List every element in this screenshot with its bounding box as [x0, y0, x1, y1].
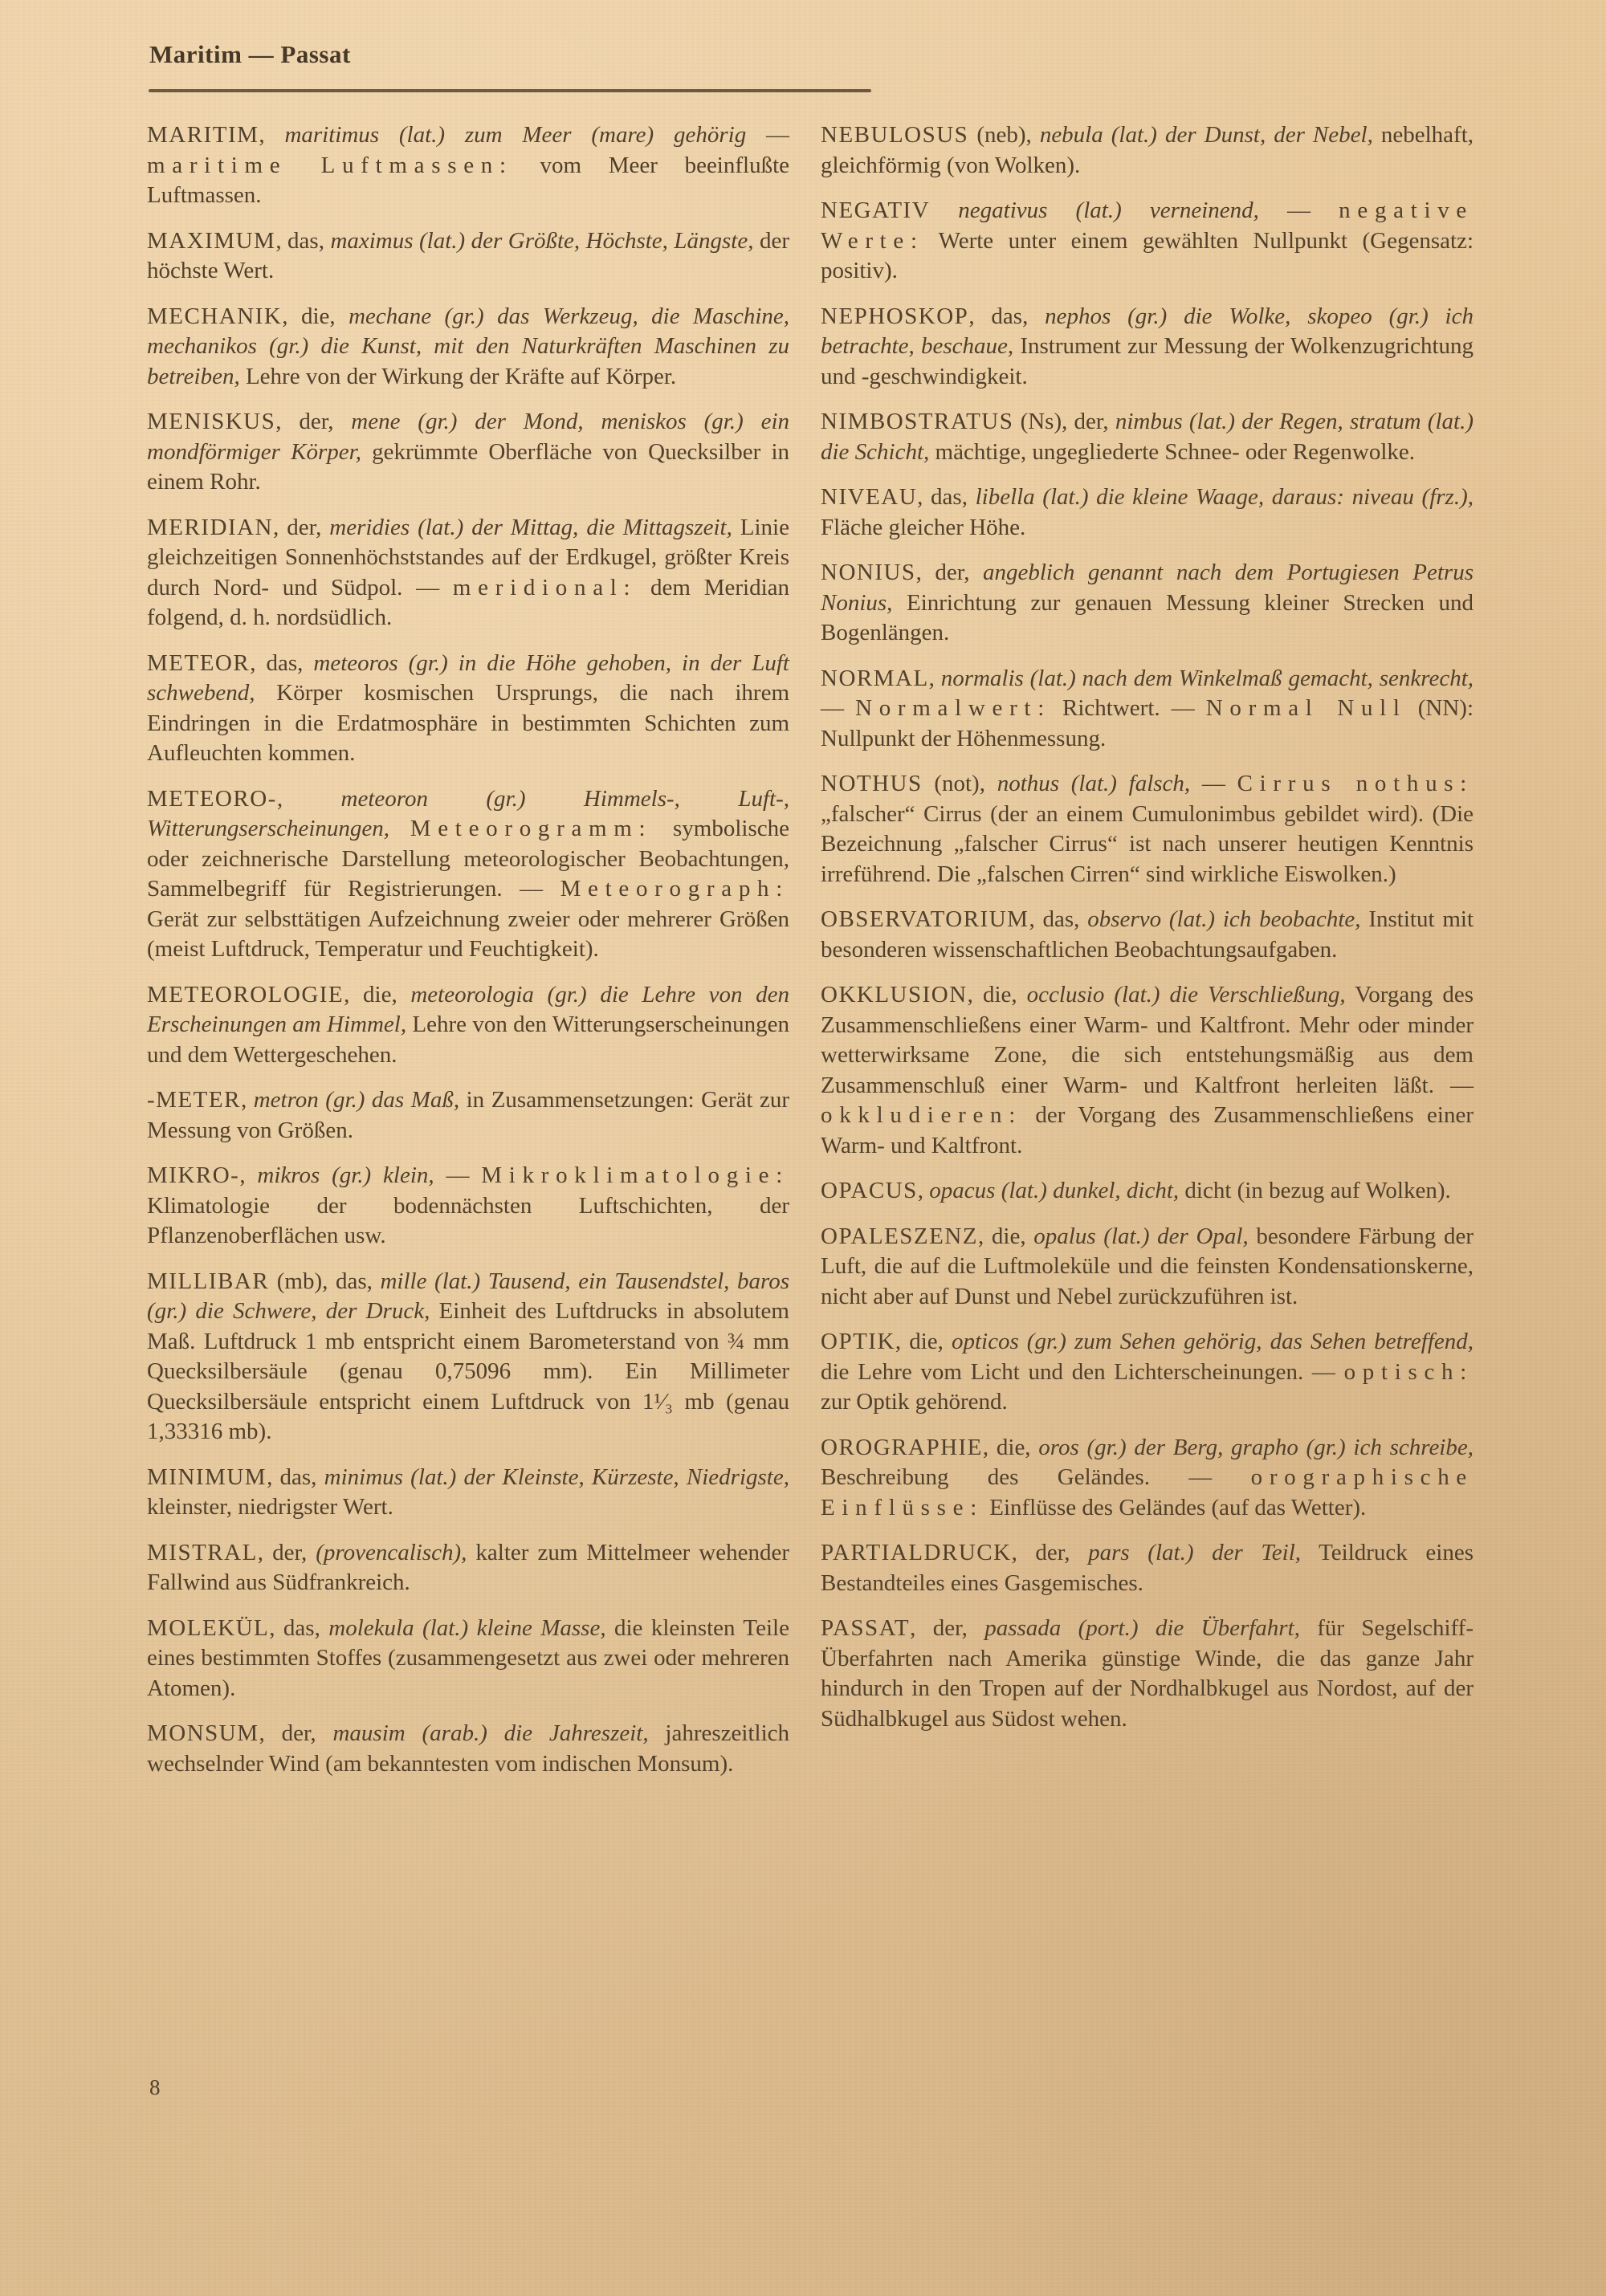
- dictionary-entry: [821, 1433, 1474, 1524]
- entry-etymology: opacus (lat.) dunkel, dicht,: [929, 1178, 1180, 1203]
- entry-spaced-term: maritime Luftmassen:: [147, 152, 513, 178]
- entry-spaced-term: okkludieren:: [821, 1102, 1022, 1128]
- dictionary-entry: [147, 784, 789, 965]
- entry-headword: MARITIM: [147, 122, 259, 148]
- entry-etymology: pars (lat.) der Teil,: [1088, 1540, 1302, 1565]
- entry-text: (Ns), der,: [1013, 409, 1115, 434]
- entry-text: , das,: [917, 484, 976, 510]
- entry-text: , die,: [982, 1434, 1039, 1460]
- entry-etymology: nothus (lat.) falsch,: [997, 771, 1191, 796]
- entry-headword: NEBULOSUS: [821, 122, 969, 148]
- entry-etymology: libella (lat.) die kleine Waage, daraus: niveau (frz.),: [975, 484, 1474, 510]
- running-header: Maritim — Passat: [149, 40, 351, 68]
- entry-etymology: negativus (lat.) verneinend,: [958, 197, 1259, 223]
- dictionary-entry: [147, 1538, 789, 1598]
- entry-headword: METEOR: [147, 649, 251, 676]
- entry-text: Institut mit besonderen wissenschaftlichen Beobachtungsaufgaben.: [821, 906, 1474, 963]
- entry-headword: MERIDIAN: [147, 514, 273, 540]
- column-left: [147, 120, 789, 1794]
- entry-etymology: metron (gr.) das Maß,: [253, 1087, 460, 1113]
- entry-spaced-term: Normalwert:: [855, 695, 1051, 721]
- entry-text: , die,: [895, 1329, 952, 1354]
- entry-text: der Vorgang des Zusammenschließens einer Warm- und Kaltfront.: [821, 1102, 1474, 1158]
- entry-text: , der,: [915, 560, 983, 585]
- dictionary-entry: [821, 1222, 1474, 1313]
- dictionary-entry: [147, 120, 789, 211]
- entry-text: —: [821, 695, 856, 721]
- entry-text: Körper kosmischen Ursprungs, die nach ihrem Eindringen in die Erdatmosphäre in bestimmten Schichten zum Aufleuchten kommen.: [147, 680, 789, 766]
- entry-text: —: [1190, 771, 1237, 796]
- entry-spaced-term: negative Werte:: [821, 197, 1474, 254]
- entry-text: [930, 197, 958, 223]
- entry-text: Einheit des Luftdrucks in absolutem Maß. Luftdruck 1 mb entspricht einem Barometerstand von ¾ mm Quecksilbersäule (genau 0,75096 mm). Ein Millimeter Quecksilbersäule entspricht einem Luftdruck von 1¹⁄₃ mb (genau 1,33316 mb).: [147, 1298, 789, 1444]
- entry-etymology: observo (lat.) ich beobachte,: [1087, 906, 1361, 932]
- entry-text: die kleinsten Teile eines bestimmten Stoffes (zusammengesetzt aus zwei oder mehreren Atomen).: [147, 1614, 789, 1701]
- entry-text: dicht (in bezug auf Wolken).: [1179, 1178, 1451, 1203]
- dictionary-entry: [821, 905, 1474, 965]
- entry-headword: PASSAT: [821, 1615, 911, 1641]
- entry-text: Einflüsse des Geländes (auf das Wetter).: [984, 1494, 1367, 1520]
- entry-text: der höchste Wert.: [147, 227, 789, 283]
- entry-headword: OPACUS: [821, 1178, 918, 1203]
- header-rule: [149, 89, 871, 92]
- entry-spaced-term: Meteorograph:: [560, 876, 789, 902]
- dictionary-entry: [147, 226, 789, 287]
- entry-headword: METEOROLOGIE: [147, 981, 344, 1008]
- entry-text: ,: [917, 1178, 930, 1203]
- entry-spaced-term: Mikroklimatologie:: [481, 1162, 790, 1188]
- entry-text: ,: [276, 785, 341, 812]
- page-number: 8: [149, 2075, 161, 2099]
- entry-text: , der,: [1011, 1540, 1089, 1565]
- entry-headword: NIVEAU: [821, 484, 918, 510]
- entry-text: [389, 816, 410, 841]
- entry-headword: -METER: [147, 1087, 241, 1113]
- entry-etymology: meridies (lat.) der Mittag, die Mittagszeit,: [329, 514, 732, 540]
- entry-text: gekrümmte Oberfläche von Quecksilber in einem Rohr.: [147, 438, 790, 495]
- dictionary-entry: [821, 769, 1474, 889]
- entry-text: , der,: [275, 409, 352, 434]
- entry-text: Teildruck eines Bestandteiles eines Gasgemisches.: [821, 1540, 1474, 1596]
- dictionary-entry: [147, 1085, 789, 1146]
- entry-etymology: mikros (gr.) klein,: [257, 1162, 434, 1188]
- dictionary-entry: [821, 980, 1474, 1161]
- entry-headword: MIKRO-: [147, 1162, 240, 1188]
- dictionary-entry: [821, 302, 1474, 393]
- column-right: [821, 120, 1474, 1749]
- entry-text: zur Optik gehörend.: [821, 1389, 1008, 1415]
- dictionary-entry: [821, 1538, 1474, 1598]
- entry-text: nebelhaft, gleichförmig (von Wolken).: [821, 122, 1474, 178]
- entry-text: „falscher“ Cirrus (der an einem Cumulonimbus gebildet wird). (Die Bezeichnung „falscher Cirrus“ ist nach unserer heutigen Kenntnis irreführend. Die „falschen Cirren“ sind wirkliche Eiswolken.): [821, 800, 1474, 887]
- entry-spaced-term: orographische Einflüsse:: [821, 1464, 1474, 1520]
- entry-headword: NIMBOSTRATUS: [821, 409, 1014, 434]
- entry-etymology: opticos (gr.) zum Sehen gehörig, das Sehen betreffend,: [951, 1329, 1474, 1354]
- entry-text: , das,: [1029, 906, 1088, 932]
- entry-headword: OKKLUSION: [821, 982, 968, 1008]
- entry-etymology: angeblich genannt nach dem Portugiesen Petrus Nonius,: [821, 560, 1474, 616]
- entry-text: , die,: [344, 981, 411, 1008]
- entry-etymology: mechane (gr.) das Werkzeug, die Maschine, mechanikos (gr.) die Kunst, mit den Naturkräften Maschinen zu betreiben,: [147, 303, 789, 389]
- dictionary-entry: [147, 513, 789, 633]
- entry-etymology: meteorologia (gr.) die Lehre von den Erscheinungen am Himmel,: [147, 981, 789, 1037]
- entry-text: ,: [240, 1087, 254, 1113]
- dictionary-entry: [821, 1176, 1474, 1207]
- entry-etymology: mille (lat.) Tausend, ein Tausendstel, baros (gr.) die Schwere, der Druck,: [147, 1268, 790, 1324]
- entry-headword: MOLEKÜL: [147, 1614, 270, 1641]
- dictionary-entry: [821, 407, 1474, 467]
- dictionary-entry: [821, 1614, 1474, 1734]
- entry-text: Fläche gleicher Höhe.: [821, 514, 1026, 540]
- entry-headword: NORMAL: [821, 665, 929, 691]
- entry-headword: OBSERVATORIUM: [821, 906, 1029, 932]
- entry-etymology: mene (gr.) der Mond, meniskos (gr.) ein mondförmiger Körper,: [147, 409, 790, 465]
- entry-text: Einrichtung zur genauen Messung kleiner Strecken und Bogenlängen.: [821, 589, 1474, 645]
- entry-text: (neb),: [968, 122, 1040, 148]
- dictionary-entry: [821, 482, 1474, 543]
- entry-text: (not),: [922, 771, 997, 796]
- entry-headword: MINIMUM: [147, 1463, 267, 1490]
- dictionary-entry: [821, 558, 1474, 649]
- entry-etymology: meteoron (gr.) Himmels-, Luft-, Witterungserscheinungen,: [147, 785, 789, 841]
- entry-etymology: oros (gr.) der Berg, grapho (gr.) ich schreibe,: [1038, 1434, 1474, 1460]
- entry-text: für Segelschiff-Überfahrten nach Amerika günstige Winde, die das ganze Jahr hindurch in den Tropen auf der Nordhalbkugel aus Nordost, auf der Südhalbkugel aus Südost wehen.: [821, 1615, 1474, 1732]
- entry-etymology: molekula (lat.) kleine Masse,: [328, 1614, 606, 1641]
- entry-text: Werte unter einem gewählten Nullpunkt (Gegensatz: positiv).: [821, 227, 1474, 283]
- entry-text: ,: [259, 122, 285, 148]
- entry-text: , das,: [968, 303, 1046, 329]
- entry-text: ,: [239, 1162, 258, 1188]
- entry-text: , das,: [275, 227, 331, 254]
- dictionary-entry: [147, 1463, 789, 1523]
- entry-headword: OPTIK: [821, 1329, 895, 1354]
- entry-text: Richtwert. —: [1050, 695, 1206, 721]
- entry-etymology: maritimus (lat.) zum Meer (mare) gehörig: [284, 122, 747, 148]
- entry-headword: MAXIMUM: [147, 227, 276, 254]
- entry-headword: MILLIBAR: [147, 1268, 270, 1294]
- entry-text: , der,: [259, 1720, 333, 1746]
- dictionary-entry: [821, 196, 1474, 287]
- entry-text: (NN): Nullpunkt der Höhenmessung.: [821, 695, 1474, 751]
- entry-text: Beschreibung des Geländes. —: [821, 1464, 1251, 1490]
- entry-text: , das,: [267, 1463, 324, 1490]
- dictionary-entry: [147, 1161, 789, 1252]
- entry-headword: OROGRAPHIE: [821, 1434, 983, 1460]
- entry-etymology: mausim (arab.) die Jahreszeit,: [332, 1720, 649, 1746]
- entry-etymology: opalus (lat.) der Opal,: [1033, 1223, 1249, 1249]
- entry-text: besondere Färbung der Luft, die auf die Luftmoleküle und die feinsten Kondensationskerne, nicht aber auf Dunst und Nebel zurückzuführen ist.: [821, 1223, 1474, 1309]
- entry-text: vom Meer beeinflußte Luftmassen.: [147, 152, 790, 208]
- dictionary-entry: [821, 664, 1474, 755]
- entry-text: Lehre von der Wirkung der Kräfte auf Körper.: [239, 363, 677, 389]
- entry-text: Lehre von den Witterungserscheinungen und dem Wettergeschehen.: [147, 1012, 789, 1068]
- entry-headword: NEPHOSKOP: [821, 303, 969, 329]
- dictionary-entry: [147, 1719, 789, 1779]
- dictionary-entry: [821, 1327, 1474, 1418]
- entry-headword: MENISKUS: [147, 409, 276, 434]
- entry-text: , die,: [978, 1223, 1034, 1249]
- entry-spaced-term: Meteorogramm:: [410, 816, 653, 841]
- entry-spaced-term: Normal Null: [1205, 695, 1407, 721]
- entry-text: kleinster, niedrigster Wert.: [147, 1494, 393, 1520]
- entry-text: , das,: [250, 649, 314, 676]
- entry-text: —: [746, 122, 789, 148]
- entry-text: Klimatologie der bodennächsten Luftschichten, der Pflanzenoberflächen usw.: [147, 1192, 789, 1248]
- entry-text: die Lehre vom Licht und den Lichterscheinungen. —: [821, 1358, 1344, 1385]
- entry-text: jahreszeitlich wechselnder Wind (am bekanntesten vom indischen Monsum).: [147, 1720, 789, 1777]
- dictionary-entry: [147, 1267, 789, 1447]
- entry-text: , der,: [257, 1539, 316, 1565]
- entry-headword: MISTRAL: [147, 1539, 258, 1565]
- entry-headword: NOTHUS: [821, 771, 923, 796]
- dictionary-entry: [147, 980, 789, 1071]
- entry-text: , die,: [282, 303, 349, 329]
- entry-spaced-term: optisch:: [1343, 1358, 1474, 1385]
- entry-headword: OPALESZENZ: [821, 1223, 978, 1249]
- entry-text: ,: [928, 665, 941, 691]
- entry-etymology: minimus (lat.) der Kleinste, Kürzeste, Niedrigste,: [324, 1463, 789, 1490]
- entry-text: , die,: [967, 982, 1027, 1008]
- entry-text: mächtige, ungegliederte Schnee- oder Regenwolke.: [929, 438, 1416, 465]
- entry-etymology: occlusio (lat.) die Verschließung,: [1026, 982, 1346, 1008]
- entry-spaced-term: meridional:: [452, 574, 638, 600]
- entry-text: —: [1258, 197, 1339, 223]
- entry-text: Vorgang des Zusammenschließens einer Warm- und Kaltfront. Mehr oder minder wetterwirksame Zone, die sich entstehungsmäßig aus dem Zusammenschluß einer Warm- und Kaltfront herleiten läßt. —: [821, 982, 1474, 1098]
- entry-text: Instrument zur Messung der Wolkenzugrichtung und -geschwindigkeit.: [821, 333, 1474, 389]
- entry-text: kalter zum Mittelmeer wehender Fallwind aus Südfrankreich.: [147, 1539, 789, 1595]
- entry-etymology: meteoros (gr.) in die Höhe gehoben, in der Luft schwebend,: [147, 649, 789, 706]
- entry-headword: NONIUS: [821, 560, 916, 585]
- entry-headword: NEGATIV: [821, 197, 931, 223]
- entry-headword: MECHANIK: [147, 303, 283, 329]
- entry-etymology: (provencalisch),: [316, 1539, 467, 1565]
- entry-text: , der,: [273, 514, 330, 540]
- entry-text: , das,: [269, 1614, 329, 1641]
- entry-text: dem Meridian folgend, d. h. nordsüdlich.: [147, 574, 789, 630]
- entry-headword: MONSUM: [147, 1720, 259, 1746]
- entry-text: in Zusammensetzungen: Gerät zur Messung von Größen.: [147, 1087, 789, 1143]
- entry-text: Linie gleichzeitigen Sonnenhöchststandes auf der Erdkugel, größter Kreis durch Nord- und Südpol. —: [147, 514, 789, 600]
- entry-text: (mb), das,: [269, 1268, 381, 1294]
- entry-etymology: nimbus (lat.) der Regen, stratum (lat.) die Schicht,: [821, 409, 1474, 465]
- entry-etymology: passada (port.) die Überfahrt,: [984, 1615, 1300, 1641]
- dictionary-entry: [147, 407, 789, 498]
- entry-etymology: normalis (lat.) nach dem Winkelmaß gemacht, senkrecht,: [940, 665, 1474, 691]
- entry-text: , der,: [910, 1615, 985, 1641]
- entry-etymology: nephos (gr.) die Wolke, skopeo (gr.) ich betrachte, beschaue,: [821, 303, 1474, 359]
- entry-etymology: nebula (lat.) der Dunst, der Nebel,: [1039, 122, 1373, 148]
- dictionary-entry: [147, 1614, 789, 1704]
- dictionary-entry: [147, 649, 789, 769]
- entry-headword: PARTIALDRUCK: [821, 1540, 1012, 1565]
- entry-text: symbolische oder zeichnerische Darstellung meteorologischer Beobachtungen, Sammelbegriff für Registrierungen. —: [147, 816, 789, 902]
- entry-text: Gerät zur selbsttätigen Aufzeichnung zweier oder mehrerer Größen (meist Luftdruck, Temperatur und Feuchtigkeit).: [147, 906, 789, 962]
- dictionary-entry: [821, 120, 1474, 181]
- dictionary-entry: [147, 302, 789, 393]
- entry-etymology: maximus (lat.) der Größte, Höchste, Längste,: [330, 227, 754, 254]
- entry-headword: METEORO-: [147, 785, 277, 812]
- entry-text: —: [434, 1162, 482, 1188]
- entry-spaced-term: Cirrus nothus:: [1237, 771, 1474, 796]
